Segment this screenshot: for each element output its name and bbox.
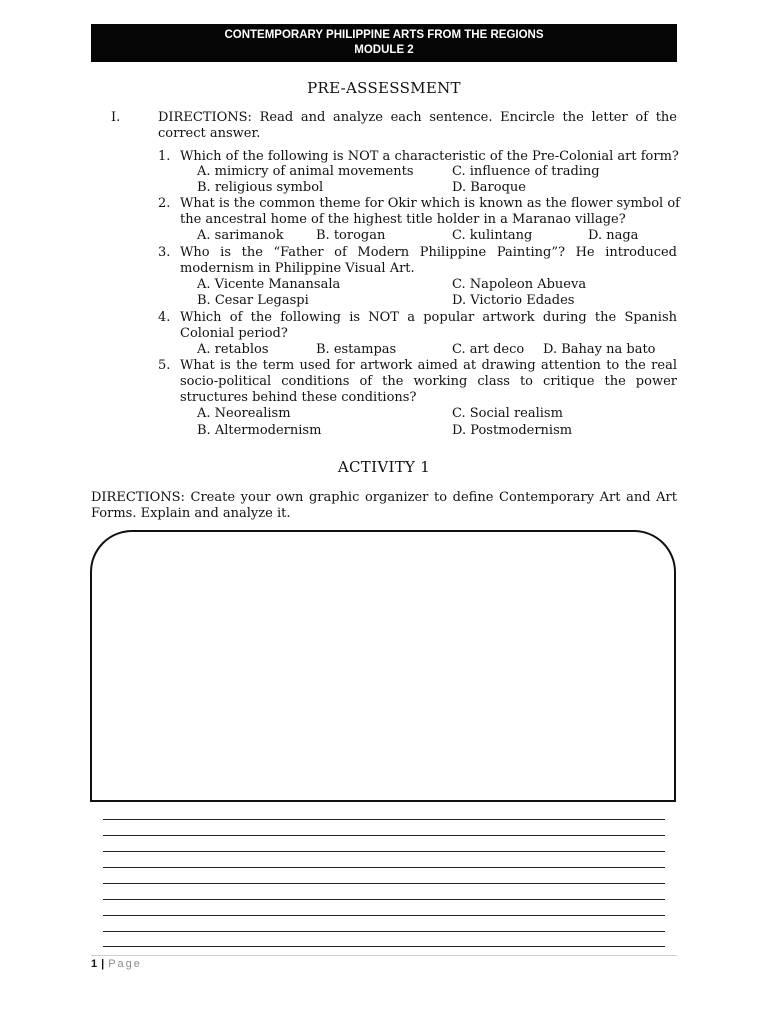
choice-b[interactable]: B. religious symbol: [197, 180, 324, 195]
answer-line[interactable]: [103, 835, 665, 836]
answer-line[interactable]: [103, 819, 665, 820]
choice-c[interactable]: C. art deco: [452, 342, 525, 357]
question-number: 2.: [158, 196, 171, 211]
graphic-organizer-box[interactable]: [90, 530, 676, 802]
answer-line[interactable]: [103, 899, 665, 900]
page-number: 1: [91, 958, 98, 970]
activity-directions-line1: DIRECTIONS: Create your own graphic organizer to define Contemporary Art and Art: [91, 490, 677, 505]
question-text-line: Colonial period?: [180, 326, 288, 341]
question-number: 3.: [158, 245, 171, 260]
footer-separator: |: [101, 958, 105, 970]
choice-a[interactable]: A. Neorealism: [197, 406, 291, 421]
question-text-line: socio-political conditions of the working class to critique the power: [180, 374, 677, 389]
choice-b[interactable]: B. Cesar Legaspi: [197, 293, 309, 308]
pre-assessment-directions-line2: correct answer.: [158, 126, 261, 141]
section-number: I.: [111, 110, 121, 125]
choice-a[interactable]: A. sarimanok: [197, 228, 284, 243]
activity-title: ACTIVITY 1: [337, 458, 431, 476]
choice-d[interactable]: D. Postmodernism: [452, 423, 573, 438]
answer-line[interactable]: [103, 867, 665, 868]
activity-directions-line2: Forms. Explain and analyze it.: [91, 506, 291, 521]
pre-assessment-title: PRE-ASSESSMENT: [307, 79, 461, 97]
answer-line[interactable]: [103, 946, 665, 947]
choice-c[interactable]: C. influence of trading: [452, 164, 600, 179]
choice-d[interactable]: D. Bahay na bato: [543, 342, 656, 357]
page-footer: [91, 957, 142, 971]
answer-line[interactable]: [103, 931, 665, 932]
choice-a[interactable]: A. retablos: [197, 342, 269, 357]
choice-a[interactable]: A. Vicente Manansala: [197, 277, 341, 292]
choice-c[interactable]: C. kulintang: [452, 228, 533, 243]
question-text-line: What is the term used for artwork aimed at drawing attention to the real: [180, 358, 677, 373]
choice-d[interactable]: D. naga: [588, 228, 639, 243]
question-number: 5.: [158, 358, 171, 373]
footer-rule: [91, 955, 677, 956]
module-header-bar: [91, 24, 677, 62]
choice-c[interactable]: C. Napoleon Abueva: [452, 277, 587, 292]
question-text-line: Who is the “Father of Modern Philippine Painting”? He introduced: [180, 245, 677, 260]
question-number: 1.: [158, 149, 171, 164]
page-label: Page: [108, 958, 142, 970]
question-text-line: Which of the following is NOT a popular artwork during the Spanish: [180, 310, 677, 325]
question-text-line: structures behind these conditions?: [180, 390, 417, 405]
choice-b[interactable]: B. estampas: [316, 342, 397, 357]
choice-d[interactable]: D. Baroque: [452, 180, 526, 195]
answer-line[interactable]: [103, 915, 665, 916]
question-text-line: Which of the following is NOT a characteristic of the Pre-Colonial art form?: [180, 149, 679, 164]
answer-line[interactable]: [103, 851, 665, 852]
question-number: 4.: [158, 310, 171, 325]
choice-a[interactable]: A. mimicry of animal movements: [197, 164, 414, 179]
question-text-line: modernism in Philippine Visual Art.: [180, 261, 415, 276]
choice-c[interactable]: C. Social realism: [452, 406, 563, 421]
choice-b[interactable]: B. Altermodernism: [197, 423, 322, 438]
choice-b[interactable]: B. torogan: [316, 228, 386, 243]
choice-d[interactable]: D. Victorio Edades: [452, 293, 575, 308]
question-text-line: the ancestral home of the highest title holder in a Maranao village?: [180, 212, 626, 227]
question-text-line: What is the common theme for Okir which is known as the flower symbol of: [180, 196, 680, 211]
module-number: MODULE 2: [354, 44, 414, 56]
module-course-title: CONTEMPORARY PHILIPPINE ARTS FROM THE REGIONS: [224, 29, 544, 41]
answer-line[interactable]: [103, 883, 665, 884]
pre-assessment-directions-line1: DIRECTIONS: Read and analyze each sentence. Encircle the letter of the: [158, 110, 677, 125]
